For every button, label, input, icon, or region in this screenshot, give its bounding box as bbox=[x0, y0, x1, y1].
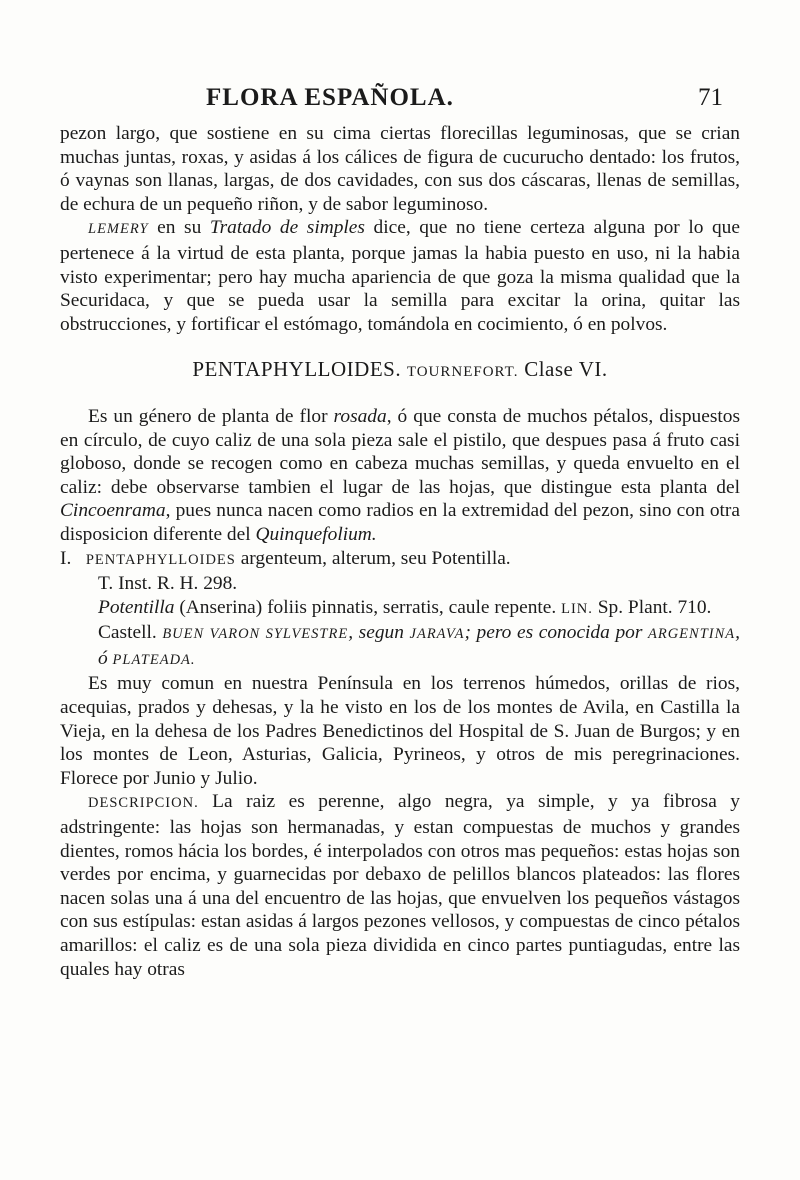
page-number: 71 bbox=[698, 84, 723, 111]
species-number: I. bbox=[60, 547, 72, 569]
text-span: , segun bbox=[348, 622, 410, 644]
species-reference: T. Inst. R. H. 298. bbox=[98, 573, 238, 595]
paragraph-genus-description bbox=[60, 405, 740, 547]
text-span: , ó bbox=[98, 622, 740, 669]
text-span: (Anserina) foliis pinnatis, serratis, caule repente. bbox=[174, 596, 562, 618]
work-title: Tratado de simples bbox=[209, 217, 365, 239]
text-span: ; pero es conocida por bbox=[464, 622, 648, 644]
text-span: La raiz es perenne, algo negra, ya simple, y ya fibrosa y adstringente: las hojas son hermanadas, y estan compuestas de muchos y grandes dientes, romos hácia los bordes, é interpolados con otros mas pequeños: estas hojas son verdes por encima, y guarnecidas por debaxo de pelillos blancos plateados: las flores nacen solas una á una del encuentro de las hojas, que envuelven los pequeños vástagos con sus estípulas: estan asidas á largos pezones vellosos, y compuestas de cinco pétalos amarillos: el caliz es de una sola pieza dividida en cinco partes puntiagudas, entre las quales hay otras bbox=[60, 791, 740, 980]
common-names bbox=[60, 621, 740, 672]
section-heading bbox=[60, 358, 740, 385]
body-text bbox=[60, 122, 740, 981]
genus-heading: PENTAPHYLLOIDES. bbox=[192, 357, 402, 382]
emph-quinquefolium: Quinquefolium. bbox=[255, 523, 377, 545]
paragraph-descripcion bbox=[60, 790, 740, 981]
text-span: , pues nunca nacen como radios en la extremidad del pezon, sino con otra disposicion diferente del bbox=[60, 500, 740, 545]
species-entry bbox=[60, 547, 740, 573]
species-genus: PENTAPHYLLOIDES bbox=[85, 551, 236, 568]
text-span: , ó que consta de muchos pétalos, dispuestos en círculo, de cuyo caliz de una sola pieza sale el pistilo, que despues pasa á fruto casi globoso, donde se recogen como en cabeza muchas semillas, y queda envuelto en el caliz: debe observarse tambien el lugar de las hojas, que distingue esta planta del bbox=[60, 405, 740, 498]
emph-cincoenrama: Cincoenrama bbox=[60, 500, 166, 522]
name-argentina: ARGENTINA bbox=[648, 626, 736, 643]
name-jarava: JARAVA bbox=[409, 626, 465, 643]
text-span: dice, que no tiene certeza alguna por lo que pertenece á la virtud de esta planta, porque jamas la habia puesto en uso, ni la habia visto experimentar; pero hay mucha apariencia de que goza la misma qualidad que la Securidaca, y que se pueda usar la semilla para excitar la orina, quitar las obstrucciones, y fortificar el estómago, tomándola en cocimiento, ó en polvos. bbox=[60, 217, 740, 335]
text-span: en su bbox=[148, 217, 210, 239]
lin-abbrev: LIN. bbox=[561, 600, 593, 617]
heading-class: Clase VI. bbox=[524, 357, 608, 382]
emph-potentilla: Potentilla bbox=[98, 596, 175, 618]
paragraph-lemery bbox=[60, 216, 740, 336]
text-span: Es un género de planta de flor bbox=[88, 405, 334, 427]
heading-author: TOURNEFORT. bbox=[406, 364, 519, 381]
paragraph-continuation: pezon largo, que sostiene en su cima ciertas florecillas leguminosas, que se crian muchas juntas, roxas, y asidas á los cálices de figura de cucurucho dentado: los frutos, ó vaynas son llanas, largas, de dos cavidades, con sus dos cáscaras, llenas de semillas, de echura de un pequeño riñon, y de sabor leguminoso. bbox=[60, 123, 740, 215]
text-span: Castell. bbox=[98, 622, 163, 644]
emph-rosada: rosada bbox=[333, 405, 387, 427]
paragraph-habitat: Es muy comun en nuestra Península en los terrenos húmedos, orillas de rios, acequias, prados y dehesas, y la he visto en los de los montes de Avila, en Castilla la Vieja, en la dehesa de los Padres Benedictinos del Hospital de S. Juan de Burgos; y en los montes de Leon, Asturias, Galicia, Pyrineos, y otros de mis peregrinaciones. Florece por Junio y Julio. bbox=[60, 673, 740, 789]
running-title: FLORA ESPAÑOLA. bbox=[206, 84, 454, 111]
text-span: Sp. Plant. 710. bbox=[592, 596, 712, 618]
linnaean-description bbox=[60, 596, 740, 622]
descripcion-label: DESCRIPCION. bbox=[88, 795, 199, 812]
species-name: argenteum, alterum, seu Potentilla. bbox=[235, 547, 511, 569]
name-buen-varon: BUEN VARON SYLVESTRE bbox=[162, 626, 349, 643]
author-lemery: LEMERY bbox=[88, 221, 149, 238]
name-plateada: PLATEADA. bbox=[112, 651, 196, 668]
